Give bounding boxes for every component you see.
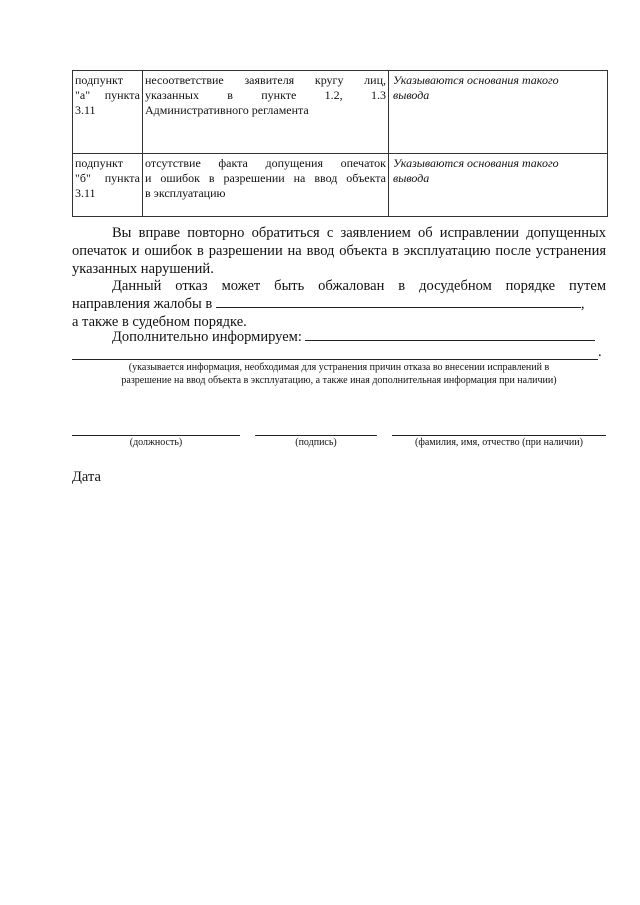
reason-line: несоответствие заявителя кругу лиц, bbox=[145, 73, 386, 87]
appeal-authority-line bbox=[72, 295, 606, 313]
clause-reference-cell bbox=[73, 154, 143, 217]
reapply-paragraph bbox=[72, 224, 606, 278]
additional-info-note bbox=[72, 361, 606, 387]
signature-line bbox=[255, 435, 377, 436]
clause-ref-line: подпункт bbox=[75, 73, 123, 87]
paragraph-line: Данный отказ может быть обжалован в досудебном порядке путем bbox=[112, 278, 606, 294]
reason-line: и ошибок в разрешении на ввод объекта bbox=[145, 171, 386, 185]
refusal-basis-cell bbox=[389, 71, 608, 154]
note-line: (указывается информация, необходимая для устранения причин отказа во внесении исправлений в bbox=[128, 362, 550, 373]
basis-line: Указываются основания такого bbox=[393, 73, 559, 87]
table-row bbox=[73, 71, 608, 154]
reason-line: в эксплуатацию bbox=[145, 186, 226, 200]
refusal-reason-cell bbox=[143, 71, 389, 154]
reason-line: Административного регламента bbox=[145, 103, 309, 117]
paragraph-line: а также в судебном порядке. bbox=[72, 314, 247, 330]
paragraph-line: Вы вправе повторно обратиться с заявлением об исправлении допущенных bbox=[112, 225, 606, 241]
clause-ref-line: 3.11 bbox=[75, 186, 96, 200]
position-label: (должность) bbox=[129, 437, 183, 448]
basis-line: Указываются основания такого bbox=[393, 156, 559, 170]
clause-reference-cell bbox=[73, 71, 143, 154]
additional-info-blank-line bbox=[72, 359, 598, 360]
date-label: Дата bbox=[72, 469, 101, 485]
paragraph-line: опечаток и ошибок в разрешении на ввод объекта в эксплуатацию после устранения bbox=[72, 243, 606, 259]
refusal-basis-cell bbox=[389, 154, 608, 217]
basis-line: вывода bbox=[393, 88, 430, 102]
additional-info-end-mark: . bbox=[598, 344, 602, 360]
appeal-prefix: направления жалобы в bbox=[72, 296, 213, 312]
appeal-suffix: , bbox=[580, 296, 585, 312]
position-signature-line bbox=[72, 435, 240, 436]
appeal-paragraph bbox=[72, 277, 606, 331]
refusal-grounds-table bbox=[72, 70, 608, 217]
appeal-authority-blank bbox=[216, 295, 581, 308]
basis-line: вывода bbox=[393, 171, 430, 185]
reason-line: отсутствие факта допущения опечаток bbox=[145, 156, 386, 170]
note-line: разрешение на ввод объекта в эксплуатацию, а также иная дополнительная информация при наличии) bbox=[121, 375, 557, 386]
table-row bbox=[73, 154, 608, 217]
clause-ref-line: "а" пункта bbox=[75, 88, 140, 102]
clause-ref-line: "б" пункта bbox=[75, 171, 140, 185]
additional-info-label: Дополнительно информируем: bbox=[112, 329, 302, 345]
paragraph-line: указанных нарушений. bbox=[72, 261, 214, 277]
additional-info-blank bbox=[305, 328, 595, 341]
refusal-reason-cell bbox=[143, 154, 389, 217]
additional-info-line bbox=[72, 328, 606, 346]
name-signature-line bbox=[392, 435, 606, 436]
reason-line: указанных в пункте 1.2, 1.3 bbox=[145, 88, 386, 102]
clause-ref-line: 3.11 bbox=[75, 103, 96, 117]
clause-ref-line: подпункт bbox=[75, 156, 123, 170]
full-name-label: (фамилия, имя, отчество (при наличии) bbox=[415, 437, 583, 448]
signature-label: (подпись) bbox=[295, 437, 337, 448]
